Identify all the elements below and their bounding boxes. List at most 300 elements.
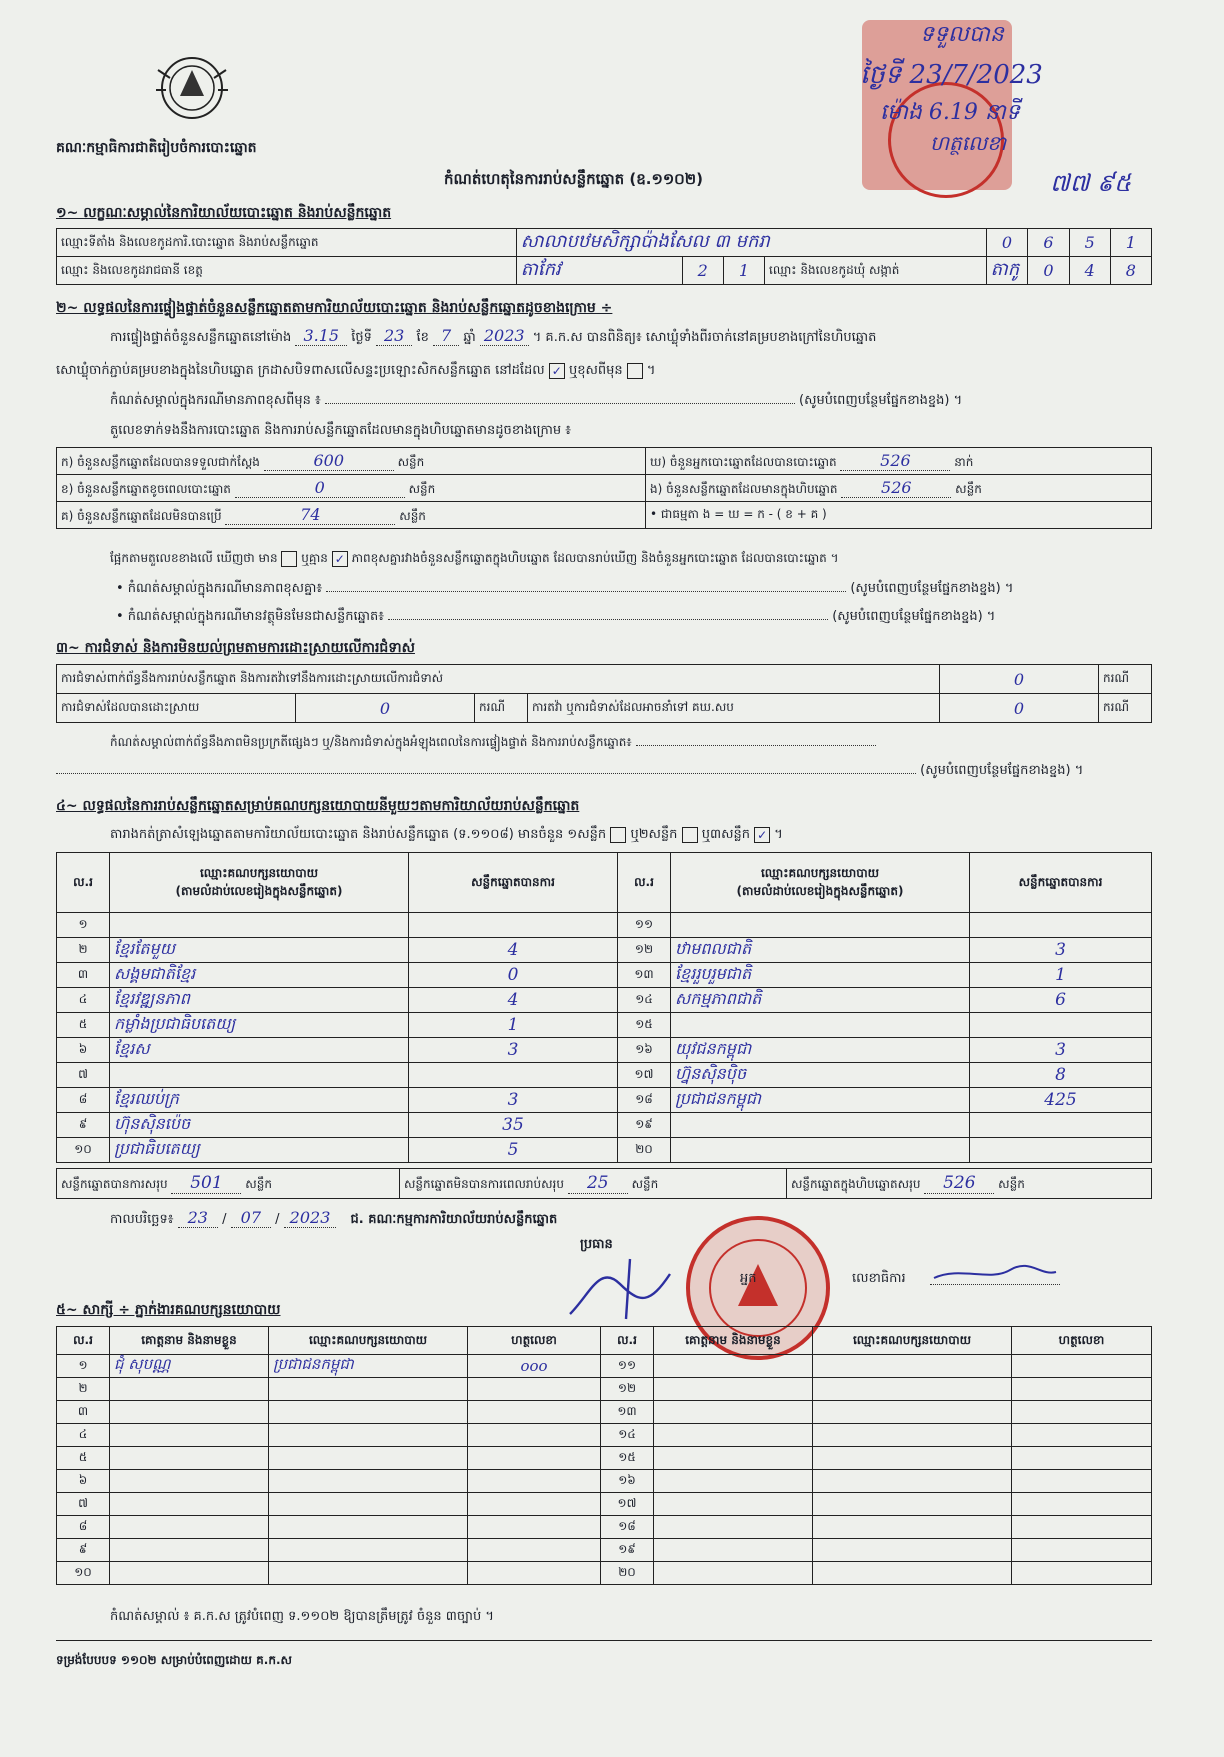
witness-name-right[interactable]	[654, 1424, 813, 1447]
witness-name-right[interactable]	[654, 1447, 813, 1470]
witness-party-left	[269, 1562, 468, 1585]
party-no-right: ១៣	[618, 963, 671, 988]
witness-sign-right[interactable]	[1012, 1516, 1152, 1539]
no-difference-checkbox[interactable]: ✓	[332, 551, 348, 567]
party-votes-right	[970, 1113, 1152, 1138]
party-name-left: ខ្មែរវឌ្ឍនភាព	[110, 988, 409, 1013]
party-votes-right: 3	[970, 938, 1152, 963]
col-party-right-title: ឈ្មោះគណបក្សនយោបាយ	[760, 865, 880, 880]
party-votes-left: 3	[409, 1038, 618, 1063]
irregularity-note-field-2[interactable]	[56, 773, 916, 774]
stamp-date-text: ថ្ងៃទី 23/7/2023	[860, 60, 1043, 90]
party-name-right: ខ្មែររួបរួមជាតិ	[671, 963, 970, 988]
irregularity-note-line	[110, 734, 1156, 752]
party-name-left: ប្រជាធិបតេយ្យ	[110, 1138, 409, 1163]
verify-day: 23	[376, 326, 412, 346]
figure-row-d	[646, 448, 1152, 475]
witness-no-left: ១០	[57, 1562, 110, 1585]
witness-party-right[interactable]	[813, 1401, 1012, 1424]
w-col-sign-left: ហត្ថលេខា	[468, 1327, 601, 1355]
witness-name-left	[110, 1378, 269, 1401]
results-row	[57, 913, 1152, 938]
difference-note-field[interactable]	[325, 403, 795, 404]
figure-b-label: ខ) ចំនួនសន្លឹកឆ្នោតខូចពេលបោះឆ្នោត	[61, 481, 231, 496]
witness-name-right[interactable]	[654, 1539, 813, 1562]
figure-e-label: ង) ចំនួនសន្លឹកឆ្នោតដែលមានក្នុងហិបឆ្នោត	[650, 481, 838, 496]
party-name-left	[110, 1063, 409, 1088]
total-valid-value: 501	[171, 1173, 241, 1194]
commune-label: ឈ្មោះ និងលេខកូដឃុំ សង្កាត់	[765, 257, 987, 285]
date-year: 2023	[284, 1208, 337, 1228]
witness-sign-left	[468, 1378, 601, 1401]
difference-check-a: ផ្អែកតាមតួលេខខាងលើ ឃើញថា មាន	[110, 551, 278, 565]
objection-resolved-value: 0	[296, 694, 475, 723]
w-col-name-left: គោត្តនាម និងនាមខ្លួន	[110, 1327, 269, 1355]
figure-c-unit: សន្លឹក	[399, 508, 426, 523]
figure-e-unit: សន្លឹក	[955, 481, 982, 496]
witness-sign-left	[468, 1447, 601, 1470]
figure-row-b	[57, 475, 646, 502]
top-right-note: ៧៧ ៩៥	[1050, 169, 1131, 197]
difference-note-label: កំណត់សម្គាល់ក្នុងករណីមានភាពខុសពីមុន ៖	[110, 393, 321, 408]
party-no-right: ១១	[618, 913, 671, 938]
results-row	[57, 963, 1152, 988]
party-no-left: ៣	[57, 963, 110, 988]
irregularity-note-hint: (សូមបំពេញបន្ថែមផ្នែកខាងខ្នង) ។	[920, 763, 1084, 778]
form-footer: ទម្រង់បែបបទ ១១០២ សម្រាប់បំពេញដោយ គ.ក.ស	[56, 1653, 292, 1667]
witness-sign-left	[468, 1493, 601, 1516]
objections-table	[56, 664, 1152, 723]
party-name-left	[110, 913, 409, 938]
document-title: កំណត់ហេតុនៃការរាប់សន្លឹកឆ្នោត (ឧ.១១០២)	[444, 170, 704, 188]
irregularity-note-field[interactable]	[636, 745, 876, 746]
witness-sign-left	[468, 1539, 601, 1562]
witness-no-right: ១២	[601, 1378, 654, 1401]
party-votes-right	[970, 1013, 1152, 1038]
results-row	[57, 1038, 1152, 1063]
figure-row-c	[57, 502, 646, 529]
location-label: ឈ្មោះទីតាំង និងលេខកូដការិ.បោះឆ្នោត និងរាប់សន្លឹកឆ្នោត	[57, 229, 517, 257]
stamp-time-text: ម៉ោង 6.19 នាទី	[880, 100, 1020, 125]
commune-code-3: 8	[1110, 257, 1151, 285]
verification-line-1	[110, 326, 876, 348]
witness-name-right[interactable]	[654, 1378, 813, 1401]
witness-party-right[interactable]	[813, 1355, 1012, 1378]
party-name-right: សកម្មភាពជាតិ	[671, 988, 970, 1013]
section2-heading: ២~ លទ្ធផលនៃការផ្ទៀងផ្ទាត់ចំនួនសន្លឹកឆ្នោតតាមការិយាល័យបោះឆ្នោត និងរាប់សន្លឹកឆ្នោតដូចខាងក្រោម ÷	[56, 300, 613, 316]
section1-table	[56, 228, 1152, 285]
witness-sign-left	[468, 1470, 601, 1493]
nec-logo	[150, 50, 234, 126]
total-invalid-cell	[400, 1169, 787, 1199]
party-no-left: ៩	[57, 1113, 110, 1138]
objection-resolved-unit: ករណី	[475, 694, 528, 723]
stamp-sign-text: ហត្ថលេខា	[930, 131, 1007, 155]
party-name-right	[671, 1013, 970, 1038]
party-no-left: ១	[57, 913, 110, 938]
party-no-right: ២០	[618, 1138, 671, 1163]
party-votes-right: 425	[970, 1088, 1152, 1113]
witness-name-left	[110, 1447, 269, 1470]
witness-no-right: ១៩	[601, 1539, 654, 1562]
witness-name-left	[110, 1493, 269, 1516]
verify-text-b: ។ គ.ក.ស បានពិនិត្យ៖ សោឃ្លុំទាំងពីរចាក់នៅគម្របខាងក្រៅនៃហិបឆ្នោត	[532, 330, 877, 345]
figure-c-label: គ) ចំនួនសន្លឹកឆ្នោតដែលមិនបានប្រើ	[61, 508, 222, 523]
w-col-sign-right: ហត្ថលេខា	[1012, 1327, 1152, 1355]
col-votes-right: សន្លឹកឆ្នោតបានការ	[970, 853, 1152, 913]
witness-sign-right[interactable]	[1012, 1424, 1152, 1447]
tally-two-label: ឬ២សន្លឹក	[630, 827, 678, 842]
location-code-3: 5	[1069, 229, 1110, 257]
witness-row	[57, 1401, 1152, 1424]
witness-party-left	[269, 1401, 468, 1424]
witness-sign-left	[468, 1424, 601, 1447]
witness-sign-right[interactable]	[1012, 1355, 1152, 1378]
witness-sign-right[interactable]	[1012, 1493, 1152, 1516]
w-col-party-right: ឈ្មោះគណបក្សនយោបាយ	[813, 1327, 1012, 1355]
party-no-left: ៧	[57, 1063, 110, 1088]
witness-sign-right[interactable]	[1012, 1447, 1152, 1470]
witness-party-left	[269, 1424, 468, 1447]
witness-name-left	[110, 1539, 269, 1562]
commune-code-1: 0	[1028, 257, 1069, 285]
party-no-left: ៨	[57, 1088, 110, 1113]
date-month: 07	[231, 1208, 271, 1228]
location-value: សាលាបឋមសិក្សាប៉ាងសែល ៣ មករា	[516, 229, 986, 257]
party-no-right: ១៨	[618, 1088, 671, 1113]
objection-appeal-value: 0	[940, 694, 1099, 723]
witness-party-left	[269, 1493, 468, 1516]
col-party-right-sub: (តាមលំដាប់លេខរៀងក្នុងសន្លឹកឆ្នោត)	[736, 883, 904, 898]
verify-year-label: ឆ្នាំ	[463, 330, 476, 345]
objection-total-value: 0	[940, 665, 1099, 694]
results-row	[57, 938, 1152, 963]
location-code-1: 0	[986, 229, 1028, 257]
difference-check-b: ឬគ្មាន	[301, 551, 328, 565]
w-col-name-right: គោត្តនាម និងនាមខ្លួន	[654, 1327, 813, 1355]
irregularity-note-label: កំណត់សម្គាល់ពាក់ព័ន្ធនឹងភាពមិនប្រក្រតីផ្សេងៗ ឬ/និងការជំទាស់ក្នុងអំឡុងពេលនៃការផ្ទៀងផ្ទាត់ និងការរាប់សន្លឹកឆ្នោត៖	[110, 735, 632, 749]
party-votes-left: 4	[409, 938, 618, 963]
difference-check-line	[110, 550, 839, 568]
date-label: កាលបរិច្ឆេទ៖	[110, 1212, 174, 1227]
section5-heading: ៥~ សាក្សី ÷ ភ្នាក់ងារគណបក្សនយោបាយ	[56, 1302, 281, 1318]
party-name-right: ឋាមពលជាតិ	[671, 938, 970, 963]
bullet-difference-label: • កំណត់សម្គាល់ក្នុងករណីមានភាពខុសគ្នា៖	[116, 581, 323, 596]
different-checkbox[interactable]	[627, 363, 643, 379]
party-votes-right	[970, 913, 1152, 938]
witness-name-right[interactable]	[654, 1470, 813, 1493]
party-votes-left: 0	[409, 963, 618, 988]
verify-year: 2023	[480, 326, 529, 346]
witness-party-right[interactable]	[813, 1539, 1012, 1562]
province-code-2: 1	[723, 257, 764, 285]
witness-party-right[interactable]	[813, 1516, 1012, 1539]
verify-day-label: ថ្ងៃទី	[351, 330, 372, 345]
objection-resolved-label: ការជំទាស់ដែលបានដោះស្រាយ	[57, 694, 296, 723]
figure-a-label: ក) ចំនួនសន្លឹកឆ្នោតដែលបានទទួលជាក់ស្តែង	[61, 454, 260, 469]
figure-row-a	[57, 448, 646, 475]
tally-three-label: ឬ៣សន្លឹក	[701, 827, 750, 842]
party-name-left: ហ៊ុនស៊ិនប៉េច	[110, 1113, 409, 1138]
party-votes-left	[409, 1063, 618, 1088]
figure-formula: • ជាធម្មតា ង = ឃ = ក - ( ខ + គ )	[646, 502, 1152, 529]
witness-sign-left	[468, 1401, 601, 1424]
location-code-2: 6	[1028, 229, 1069, 257]
difference-note-line	[110, 392, 1156, 411]
bullet-difference-hint: (សូមបំពេញបន្ថែមផ្នែកខាងខ្នង) ។	[850, 581, 1014, 596]
committee-label: ជ. គណៈកម្មការការិយាល័យរាប់សន្លឹកឆ្នោត	[350, 1212, 558, 1227]
witness-party-right[interactable]	[813, 1378, 1012, 1401]
difference-check-c: ភាពខុសគ្នារវាងចំនួនសន្លឹកឆ្នោតក្នុងហិបឆ្នោត ដែលបានរាប់ឃើញ និងចំនួនអ្នកបោះឆ្នោត ដែលបានបោះឆ្នោត ។	[351, 551, 839, 565]
col-party-left-sub: (តាមលំដាប់លេខរៀងក្នុងសន្លឹកឆ្នោត)	[175, 883, 343, 898]
verify-time-label: ការផ្ទៀងផ្ទាត់ចំនួនសន្លឹកឆ្នោតនៅម៉ោង	[110, 330, 292, 345]
party-no-right: ១៤	[618, 988, 671, 1013]
tally-two-checkbox[interactable]	[682, 827, 698, 843]
bullet-foreign-line	[116, 608, 1156, 627]
total-box-label: សន្លឹកឆ្នោតក្នុងហិបឆ្នោតសរុប	[791, 1177, 921, 1191]
witness-sign-right[interactable]	[1012, 1562, 1152, 1585]
totals-table	[56, 1168, 1152, 1199]
witness-sign-left	[468, 1562, 601, 1585]
witness-row	[57, 1424, 1152, 1447]
witness-sign-right[interactable]	[1012, 1539, 1152, 1562]
verify-month-label: ខែ	[416, 330, 429, 345]
date-day: 23	[178, 1208, 218, 1228]
results-table	[56, 852, 1152, 1163]
party-no-right: ១២	[618, 938, 671, 963]
witness-no-left: ៤	[57, 1424, 110, 1447]
witness-name-right[interactable]	[654, 1355, 813, 1378]
witness-no-right: ១៣	[601, 1401, 654, 1424]
witness-party-left	[269, 1378, 468, 1401]
col-votes-left: សន្លឹកឆ្នោតបានការ	[409, 853, 618, 913]
party-votes-right: 6	[970, 988, 1152, 1013]
party-no-left: ៥	[57, 1013, 110, 1038]
figures-intro: តួលេខទាក់ទងនឹងការបោះឆ្នោត និងការរាប់សន្លឹកឆ្នោតដែលមានក្នុងហិបឆ្នោតមានដូចខាងក្រោម ៖	[110, 423, 571, 438]
total-box-unit: សន្លឹក	[998, 1177, 1025, 1191]
w-col-no-right: ល.រ	[601, 1327, 654, 1355]
secretary-signature	[930, 1262, 1060, 1285]
witness-no-left: ៣	[57, 1401, 110, 1424]
chair-signature	[560, 1254, 700, 1324]
verify-text-c: សោឃ្លុំចាក់ភ្ជាប់គម្របខាងក្នុងនៃហិបឆ្នោត ក្រដាសបិទពាសលើសន្ទះប្រឡោះសិកសន្លឹកឆ្នោត នៅដដែល	[56, 363, 545, 378]
difference-note-hint: (សូមបំពេញបន្ថែមផ្នែកខាងខ្នង) ។	[799, 393, 963, 408]
party-name-left: ខ្មែរស	[110, 1038, 409, 1063]
total-box-value: 526	[924, 1173, 994, 1194]
party-name-left: កម្លាំងប្រជាធិបតេយ្យ	[110, 1013, 409, 1038]
commune-code-2: 4	[1069, 257, 1110, 285]
province-label: ឈ្មោះ និងលេខកូដរាជធានី ខេត្ត	[57, 257, 517, 285]
witness-name-left: ជុំ សុបណ្ណ	[110, 1355, 269, 1378]
results-row	[57, 1113, 1152, 1138]
total-invalid-value: 25	[568, 1173, 628, 1194]
bullet-difference-field[interactable]	[326, 591, 846, 592]
bullet-foreign-field[interactable]	[388, 619, 828, 620]
results-row	[57, 1013, 1152, 1038]
witness-party-right[interactable]	[813, 1562, 1012, 1585]
total-valid-label: សន្លឹកឆ្នោតបានការសរុប	[61, 1177, 168, 1191]
figure-a-unit: សន្លឹក	[397, 454, 425, 469]
figure-a-value: 600	[264, 451, 394, 471]
bullet-foreign-label: • កំណត់សម្គាល់ក្នុងករណីមានវត្ថុមិនមែនជាសន្លឹកឆ្នោត៖	[116, 609, 384, 624]
section1-heading: ១~ លក្ខណៈសម្គាល់នៃការិយាល័យបោះឆ្នោត និងរាប់សន្លឹកឆ្នោត	[56, 205, 392, 221]
witness-no-right: ១៦	[601, 1470, 654, 1493]
party-name-right: ហ្វ៊ុនស៊ិនប៉ិច	[671, 1063, 970, 1088]
col-no-right: ល.រ	[618, 853, 671, 913]
results-row	[57, 988, 1152, 1013]
party-votes-right: 3	[970, 1038, 1152, 1063]
col-party-right	[671, 853, 970, 913]
party-no-left: ៦	[57, 1038, 110, 1063]
figure-d-value: 526	[840, 451, 950, 471]
figure-row-e	[646, 475, 1152, 502]
results-row	[57, 1063, 1152, 1088]
tally-sheet-text: តារាងកត់ត្រាសំឡេងឆ្នោតតាមការិយាល័យបោះឆ្នោត និងរាប់សន្លឹកឆ្នោត (ទ.១១០៨) មានចំនួន ១សន្លឹក	[110, 827, 607, 842]
witness-sign-right[interactable]	[1012, 1401, 1152, 1424]
witness-party-right[interactable]	[813, 1470, 1012, 1493]
witness-row	[57, 1355, 1152, 1378]
party-no-right: ១៥	[618, 1013, 671, 1038]
figure-e-value: 526	[841, 478, 951, 498]
witness-sign-left: ooo	[468, 1355, 601, 1378]
tally-one-checkbox[interactable]	[610, 827, 626, 843]
tally-three-checkbox[interactable]: ✓	[754, 827, 770, 843]
figure-b-value: 0	[235, 478, 405, 498]
witness-no-left: ៩	[57, 1539, 110, 1562]
witness-no-left: ៥	[57, 1447, 110, 1470]
party-votes-left: 35	[409, 1113, 618, 1138]
verify-text-d: ឬខុសពីមុន	[568, 363, 623, 378]
witness-no-left: ១	[57, 1355, 110, 1378]
irregularity-note-line-2	[56, 762, 1156, 781]
results-body	[57, 913, 1152, 1163]
party-votes-left	[409, 913, 618, 938]
witness-name-right[interactable]	[654, 1401, 813, 1424]
witness-no-left: ២	[57, 1378, 110, 1401]
org-name: គណៈកម្មាធិការជាតិរៀបចំការបោះឆ្នោត	[56, 140, 257, 156]
party-name-right: យុវជនកម្ពុជា	[671, 1038, 970, 1063]
witness-party-left	[269, 1539, 468, 1562]
objection-appeal-label: ការតវ៉ា ឬការជំទាស់ដែលអាចនាំទៅ គឃ.សប	[528, 694, 940, 723]
party-name-right	[671, 1113, 970, 1138]
has-difference-checkbox[interactable]	[281, 551, 297, 567]
figure-c-value: 74	[225, 505, 395, 525]
date-line: កាលបរិច្ឆេទ៖ 23 / 07 / 2023 ជ. គណៈកម្មការការិយាល័យរាប់សន្លឹកឆ្នោត	[110, 1208, 558, 1227]
party-votes-left: 1	[409, 1013, 618, 1038]
stamp-received-text: ទទួលបាន	[920, 22, 1004, 47]
witnesses-table	[56, 1326, 1152, 1585]
witness-name-left	[110, 1562, 269, 1585]
figures-table	[56, 447, 1152, 529]
col-no-left: ល.រ	[57, 853, 110, 913]
witness-row	[57, 1470, 1152, 1493]
results-row	[57, 1088, 1152, 1113]
witness-no-right: ១៤	[601, 1424, 654, 1447]
total-valid-unit: សន្លឹក	[245, 1177, 272, 1191]
witness-no-left: ៨	[57, 1516, 110, 1539]
party-no-left: ២	[57, 938, 110, 963]
witness-name-left	[110, 1424, 269, 1447]
witness-no-right: ១៧	[601, 1493, 654, 1516]
total-box-cell	[787, 1169, 1152, 1199]
witness-row	[57, 1539, 1152, 1562]
witness-sign-left	[468, 1516, 601, 1539]
objection-appeal-unit: ករណី	[1099, 694, 1152, 723]
witness-no-right: ១៥	[601, 1447, 654, 1470]
witness-no-right: ២០	[601, 1562, 654, 1585]
verify-month: 7	[433, 326, 459, 346]
party-no-right: ១៦	[618, 1038, 671, 1063]
witness-party-right[interactable]	[813, 1493, 1012, 1516]
party-votes-right	[970, 1138, 1152, 1163]
witness-no-right: ១៨	[601, 1516, 654, 1539]
party-no-right: ១៧	[618, 1063, 671, 1088]
witness-no-left: ៦	[57, 1470, 110, 1493]
province-code-1: 2	[682, 257, 723, 285]
location-code-4: 1	[1110, 229, 1151, 257]
party-votes-left: 4	[409, 988, 618, 1013]
bullet-difference-line	[116, 580, 1156, 599]
witness-body	[57, 1355, 1152, 1585]
verify-time: 3.15	[295, 326, 347, 346]
witness-name-left	[110, 1516, 269, 1539]
total-invalid-label: សន្លឹកឆ្នោតមិនបានការពេលរាប់សរុប	[404, 1177, 564, 1191]
witness-name-right[interactable]	[654, 1562, 813, 1585]
objection-total-unit: ករណី	[1099, 665, 1152, 694]
chair-label: ប្រធាន	[580, 1237, 613, 1252]
witness-sign-right[interactable]	[1012, 1378, 1152, 1401]
witness-name-left	[110, 1401, 269, 1424]
objection-total-label: ការជំទាស់ពាក់ព័ន្ធនឹងការរាប់សន្លឹកឆ្នោត និងការតវ៉ាទៅនឹងការដោះស្រាយលើការជំទាស់	[57, 665, 940, 694]
secretary-label: លេខាធិការ	[852, 1271, 906, 1286]
witness-no-left: ៧	[57, 1493, 110, 1516]
party-no-right: ១៩	[618, 1113, 671, 1138]
witness-party-right[interactable]	[813, 1424, 1012, 1447]
party-name-right	[671, 1138, 970, 1163]
witness-party-right[interactable]	[813, 1447, 1012, 1470]
col-party-left	[110, 853, 409, 913]
w-col-no-left: ល.រ	[57, 1327, 110, 1355]
commune-value: តាកូ	[986, 257, 1028, 285]
party-votes-right: 8	[970, 1063, 1152, 1088]
total-valid-cell	[57, 1169, 400, 1199]
witness-row	[57, 1447, 1152, 1470]
witness-name-left	[110, 1470, 269, 1493]
witness-name-right[interactable]	[654, 1516, 813, 1539]
party-name-right	[671, 913, 970, 938]
col-party-left-title: ឈ្មោះគណបក្សនយោបាយ	[199, 865, 319, 880]
witness-party-left	[269, 1516, 468, 1539]
witness-row	[57, 1378, 1152, 1401]
results-row	[57, 1138, 1152, 1163]
same-checkbox[interactable]: ✓	[549, 363, 565, 379]
member-label: អ្នក	[740, 1271, 757, 1286]
witness-party-left	[269, 1447, 468, 1470]
witness-sign-right[interactable]	[1012, 1470, 1152, 1493]
party-no-left: ៤	[57, 988, 110, 1013]
party-votes-right: 1	[970, 963, 1152, 988]
party-name-right: ប្រជាជនកម្ពុជា	[671, 1088, 970, 1113]
figure-d-label: ឃ) ចំនួនអ្នកបោះឆ្នោតដែលបានបោះឆ្នោត	[650, 454, 837, 469]
figure-b-unit: សន្លឹក	[408, 481, 436, 496]
witness-row	[57, 1562, 1152, 1585]
witness-name-right[interactable]	[654, 1493, 813, 1516]
party-votes-left: 5	[409, 1138, 618, 1163]
bullet-foreign-hint: (សូមបំពេញបន្ថែមផ្នែកខាងខ្នង) ។	[832, 609, 996, 624]
province-value: តាកែវ	[516, 257, 682, 285]
witness-row	[57, 1493, 1152, 1516]
party-votes-left: 3	[409, 1088, 618, 1113]
